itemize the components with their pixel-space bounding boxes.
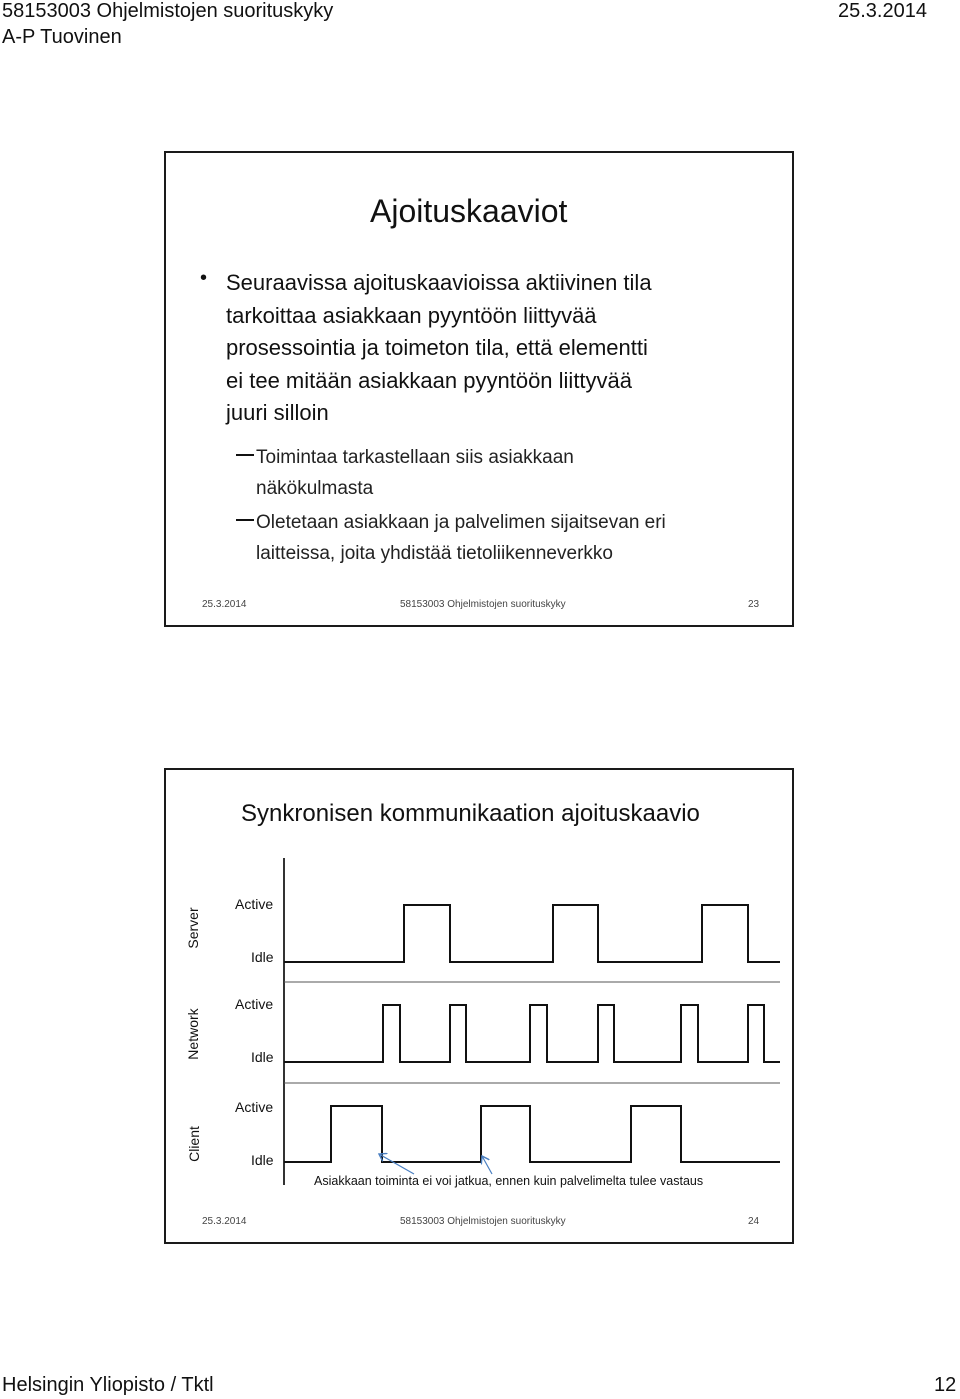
slide-title: Ajoituskaaviot: [370, 193, 568, 229]
header-course: 58153003 Ohjelmistojen suorituskyky: [2, 0, 334, 22]
slide-footer-page: 23: [748, 599, 760, 610]
sub-bullet-2: [256, 507, 666, 569]
bullet-line: prosessointia ja toimeton tila, että elementti: [226, 335, 648, 360]
sub-bullet-dash: [236, 454, 254, 456]
header-author: A-P Tuovinen: [2, 26, 122, 48]
annotation-arrow: [379, 1154, 414, 1174]
lane-name-network: Network: [185, 1008, 201, 1060]
footer-page-number: 12: [934, 1374, 957, 1396]
bullet-paragraph: [226, 267, 652, 430]
sub-line: Oletetaan asiakkaan ja palvelimen sijaitsevan eri: [256, 512, 666, 533]
diagram-title: Synkronisen kommunikaation ajoituskaavio: [241, 800, 700, 827]
slide-footer-date: 25.3.2014: [202, 599, 247, 610]
slide-footer-page: 24: [748, 1216, 760, 1227]
network-idle-label: Idle: [251, 1049, 274, 1065]
bullet-line: juuri silloin: [226, 400, 329, 425]
footer-institution: Helsingin Yliopisto / Tktl: [2, 1374, 214, 1396]
sub-bullet-dash: [236, 519, 254, 521]
lane-name-client: Client: [186, 1126, 202, 1162]
slide-footer-course: 58153003 Ohjelmistojen suorituskyky: [400, 599, 566, 610]
network-active-label: Active: [235, 996, 274, 1012]
server-active-label: Active: [235, 896, 274, 912]
sub-bullet-1: [256, 442, 574, 504]
bullet-line: Seuraavissa ajoituskaavioissa aktiivinen tila: [226, 270, 652, 295]
sub-line: laitteissa, joita yhdistää tietoliikenneverkko: [256, 543, 613, 564]
server-waveform: [284, 905, 780, 962]
client-idle-label: Idle: [251, 1152, 274, 1168]
client-waveform: [284, 1106, 780, 1162]
slide-footer-course: 58153003 Ohjelmistojen suorituskyky: [400, 1216, 566, 1227]
lane-name-server: Server: [185, 907, 201, 949]
sub-line: Toimintaa tarkastellaan siis asiakkaan: [256, 447, 574, 468]
slide-footer-date: 25.3.2014: [202, 1216, 247, 1227]
bullet-line: ei tee mitään asiakkaan pyyntöön liittyvää: [226, 367, 633, 393]
header-date: 25.3.2014: [838, 0, 927, 22]
timing-diagram: [166, 770, 792, 1242]
annotation-text: Asiakkaan toiminta ei voi jatkua, ennen kuin palvelimelta tulee vastaus: [314, 1174, 704, 1188]
bullet-dot: •: [200, 267, 208, 289]
client-active-label: Active: [235, 1099, 274, 1115]
server-idle-label: Idle: [251, 949, 274, 965]
network-waveform: [284, 1005, 780, 1062]
slide-23: [164, 151, 794, 627]
bullet-line: tarkoittaa asiakkaan pyyntöön liittyvää: [226, 302, 597, 328]
slide-24: [164, 768, 794, 1244]
annotation-arrow: [482, 1156, 492, 1174]
sub-line: näkökulmasta: [256, 478, 374, 499]
